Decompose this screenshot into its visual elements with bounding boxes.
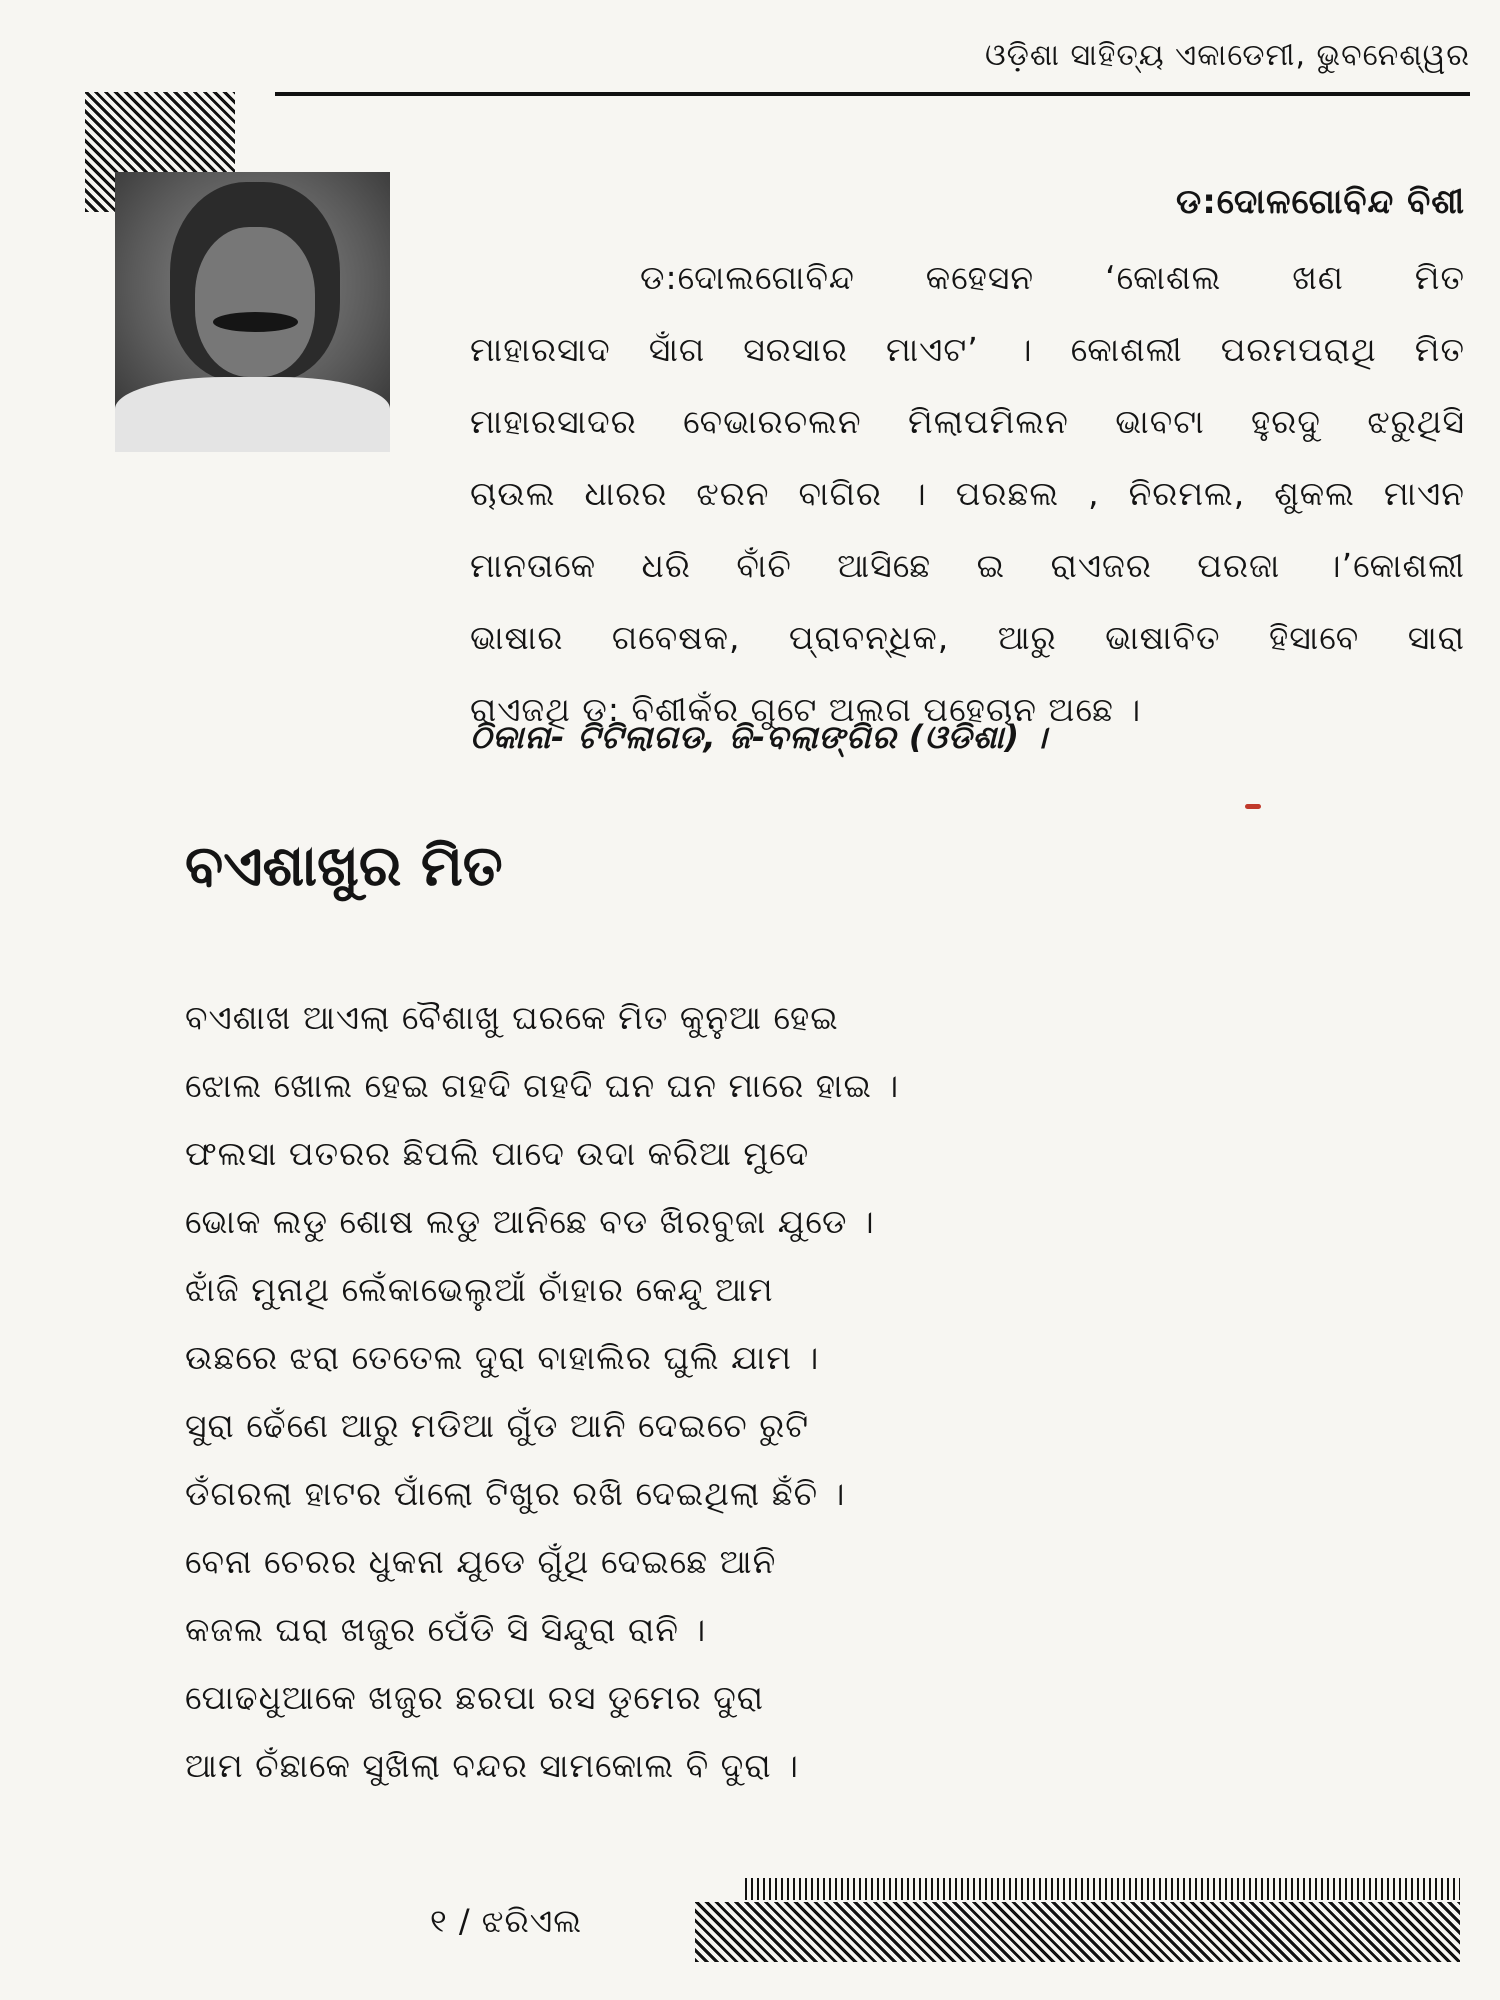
author-name: ଡ:ଦୋଳଗୋବିନ୍ଦ ବିଶୀ [1176,182,1465,222]
author-photo [115,172,390,452]
poem-body [185,988,899,1804]
poem-line: ଆମ ଚଁଛାକେ ସୁଖିଲା ବନ୍ଦର ସାମକୋଲ ବି ଦୁରା । [185,1746,799,1785]
poem-line: ଭୋକ ଲଡୁ ଶୋଷ ଲଡୁ ଆନିଛେ ବଡ ଖିରବୁଜା ଯୁଡେ । [185,1202,875,1241]
poem-line: ବେନା ଚେରର ଧୁକନା ଯୁଡେ ଗୁଁଥି ଦେଇଛେ ଆନି [185,1542,777,1581]
bio-line: ରାଏଜଥି ଡ: ବିଶୀକଁର ଗୁଟେ ଅଲଗ ପହେଚାନ ଅଛେ । [470,690,1142,729]
poem-line: ଫଲସା ପତରର ଛିପଲି ପାଦେ ଉଦା କରିଆ ମୁଦେ [185,1134,810,1173]
poem-line: ବଏଶାଖ ଆଏଲା ବୈଶାଖୁ ଘରକେ ମିତ କୁନୁଆ ହେଇ [185,998,839,1037]
header-divider [275,92,1470,96]
poem-title: ବଏଶାଖୁର ମିତ [185,834,503,899]
poem-line: କଜଲ ଘରା ଖଜୁର ପେଁଡି ସି ସିନ୍ଦୁରା ରାନି । [185,1610,707,1649]
author-address: ଠିକାନା- ଟିଟିଲାଗଡ, ଜି-ବଲାଙ୍ଗିର (ଓଡିଶା) । [470,718,1048,756]
poem-line: ଉଛରେ ଝରା ତେତେଲ ଦୁରା ବାହାଲିର ଘୁଲି ଯାମ । [185,1338,820,1377]
bio-line: ମାହାରସାଦର ବେଭାରଚଲନ ମିଲାପମିଲନ ଭାବଟା ହୁରଦୁ ଝରୁଥିସି [470,402,1465,441]
decorative-hatch-strip [695,1902,1460,1962]
decorative-barcode-strip [745,1878,1460,1900]
poem-line: ଝୋଲ ଖୋଲ ହେଇ ଗହଦି ଗହଦି ଘନ ଘନ ମାରେ ହାଇ । [185,1066,900,1105]
poem-line: ଡଁଗରଲା ହାଟର ପାଁଲୋ ଟିଖୁର ରଖି ଦେଇଥିଲା ଛଁଚି । [185,1474,846,1513]
page-number: ୧ / ଝରିଏଲ [430,1902,583,1940]
bio-line: ଡ:ଦୋଲଗୋବିନ୍ଦ କହେସନ ‘କୋଶଲ ଖଣ ମିତ [640,258,1465,297]
poem-line: ସୁରା ଢେଁଣେ ଆରୁ ମଡିଆ ଗୁଁଡ ଆନି ଦେଇଚେ ରୁଟି [185,1406,810,1445]
poem-line: ପୋଢଧୁଆକେ ଖଜୁର ଛରପା ରସ ଡୁମେର ଦୁରା [185,1678,765,1717]
bio-line: ଚାଉଲ ଧାରର ଝରନ ବାଗିର । ପରଛଲ , ନିରମଲ, ଶୁକଲ ମାଏନ [470,474,1465,513]
bio-line: ଭାଷାର ଗବେଷକ, ପ୍ରାବନ୍ଧିକ, ଆରୁ ଭାଷାବିତ ହିସାବେ ସାରା [470,618,1465,657]
bio-line: ମାନତାକେ ଧରି ବାଁଚି ଆସିଛେ ଇ ରାଏଜର ପରଜା ।’କୋଶଲୀ [470,546,1465,585]
author-bio [470,248,1465,752]
bio-line: ମାହାରସାଦ ସାଁଗ ସରସାର ମାଏଟ’ । କୋଶଲୀ ପରମପରାଥି ମିତ [470,330,1465,369]
ink-mark [1245,804,1261,809]
poem-line: ଝାଁଜି ମୁନାଥି ଲେଁକାଭେଲୁଆଁ ଚାଁହାର କେନ୍ଦୁ ଆମ [185,1270,774,1309]
journal-header-title: ଓଡ଼ିଶା ସାହିତ୍ୟ ଏକାଡେମୀ, ଭୁବନେଶ୍ୱର [984,38,1470,73]
